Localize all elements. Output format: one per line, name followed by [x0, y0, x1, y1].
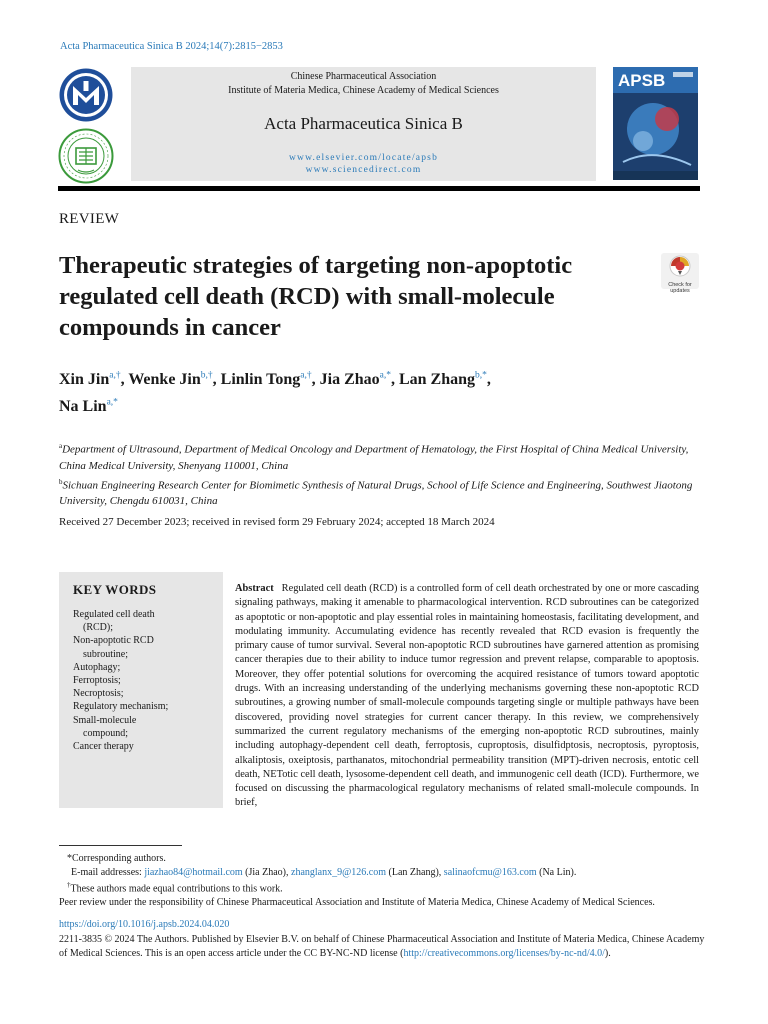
author-separator: ,: [390, 371, 399, 389]
check-label-line1: Check for: [668, 282, 692, 288]
article-footer: [59, 918, 709, 962]
keywords-heading: KEY WORDS: [73, 582, 157, 597]
author-name: Jia Zhao: [319, 371, 380, 389]
keyword: Ferroptosis;: [73, 675, 121, 687]
author-name: Na Lin: [59, 397, 107, 415]
keyword: Regulated cell death: [73, 609, 155, 620]
keyword: Cancer therapy: [73, 741, 134, 753]
abstract: [235, 582, 699, 811]
author-list: [59, 365, 619, 418]
doi-link[interactable]: https://doi.org/10.1016/j.apsb.2024.04.020: [59, 919, 230, 930]
equal-contribution-text: These authors made equal contributions to this work.: [70, 883, 283, 895]
license-statement: [59, 933, 709, 962]
keyword: compound;: [83, 727, 128, 739]
affiliation-b: [59, 474, 709, 510]
footnotes: [59, 852, 709, 910]
keyword: Regulatory mechanism;: [73, 701, 169, 713]
elsevier-url[interactable]: www.elsevier.com/locate/apsb: [288, 153, 439, 163]
author-name: Xin Jin: [59, 371, 110, 389]
institute-seal-logo: [58, 128, 114, 184]
journal-citation[interactable]: Acta Pharmaceutica Sinica B 2024;14(7):2815−2853: [60, 41, 283, 52]
masthead: [58, 66, 700, 182]
keyword: Small-molecule: [73, 714, 137, 726]
author-affiliation-mark[interactable]: a,*: [379, 371, 391, 381]
author-name: Linlin Tong: [220, 371, 301, 389]
author-affiliation-mark[interactable]: a,†: [300, 371, 312, 381]
check-for-updates-button[interactable]: [661, 253, 699, 294]
email-owner: (Jia Zhao),: [245, 866, 289, 878]
journal-name: Acta Pharmaceutica Sinica B: [264, 114, 463, 133]
author-affiliation-mark[interactable]: a,*: [106, 397, 118, 408]
affiliation-a: [59, 438, 709, 474]
affiliation-mark: b: [59, 477, 63, 486]
institute-name: Institute of Materia Medica, Chinese Academy of Medical Sciences: [228, 85, 499, 96]
keywords-list: [73, 608, 223, 753]
association-name: Chinese Pharmaceutical Association: [290, 71, 437, 82]
author-separator: ,: [486, 371, 491, 389]
article-type: REVIEW: [59, 211, 120, 227]
abstract-label: Abstract: [235, 583, 274, 594]
cover-title: APSB: [618, 71, 666, 90]
keyword: Autophagy;: [73, 661, 121, 673]
corresponding-note: *Corresponding authors.: [67, 853, 166, 864]
license-text: 2211-3835 © 2024 The Authors. Published by Elsevier B.V. on behalf of Chinese Pharmaceutical Association and Institute of Materia Medica, Chinese Academy of Medical Sciences. This is an open access article under the CC BY-NC-ND license (: [59, 933, 705, 959]
author-affiliation-mark[interactable]: b,†: [200, 371, 213, 381]
footnote-divider: [59, 845, 182, 846]
check-label-line2: updates: [670, 288, 690, 294]
check-for-updates-label: [661, 282, 699, 294]
article-history: Received 27 December 2023; received in revised form 29 February 2024; accepted 18 March 2024: [59, 516, 495, 528]
email-owner: (Lan Zhang),: [388, 866, 442, 878]
article-title: Therapeutic strategies of targeting non-apoptotic regulated cell death (RCD) with small-molecule compounds in cancer: [59, 252, 573, 341]
author-separator: ,: [311, 371, 320, 389]
affiliation-mark: a: [59, 442, 63, 450]
masthead-banner: [131, 67, 596, 181]
peer-review-note: Peer review under the responsibility of Chinese Pharmaceutical Association and Institute of Materia Medica, Chinese Academy of Medical Sciences.: [59, 897, 655, 909]
masthead-rule: [58, 186, 700, 191]
keyword: (RCD);: [83, 622, 113, 634]
author-affiliation-mark[interactable]: b,*: [475, 371, 487, 381]
email-owner: (Na Lin).: [539, 866, 577, 878]
author-name: Lan Zhang: [398, 371, 476, 389]
author: [221, 371, 320, 388]
license-link[interactable]: http://creativecommons.org/licenses/by-nc-nd/4.0/: [403, 948, 605, 959]
keywords-box: [59, 572, 223, 808]
association-logo: [58, 67, 114, 123]
author: [399, 371, 491, 388]
affiliation-text: Department of Ultrasound, Department of Medical Oncology and Department of Hematology, the First Hospital of China Medical University, China Medical University, Shenyang 110001, China: [59, 443, 689, 472]
email-link[interactable]: salinaofcmu@163.com: [443, 866, 537, 878]
publisher-names: [131, 70, 596, 98]
keyword: Necroptosis;: [73, 688, 124, 700]
keyword: subroutine;: [83, 648, 128, 660]
author: [59, 398, 118, 415]
abstract-text: Regulated cell death (RCD) is a controlled form of cell death orchestrated by one or more cascading signaling pathways, making it amenable to pharmacological intervention. RCD subroutines can be categorized as apoptotic or non-apoptotic and play essential roles in maintaining homeostasis, facilitating development, and modulating immunity. Accumulating evidence has recently revealed that RCD evasion is frequently the primary cause of tumor survival. Several non-apoptotic RCD subroutines have garnered attention as promising cancer therapies due to their ability to induce tumor regression and prevent relapse, comparable to apoptosis. Moreover, they offer potential solutions for overcoming the acquired resistance of tumors toward apoptotic drugs. With an increasing understanding of the underlying mechanisms governing these non-apoptotic RCD subroutines, a growing number of small-molecule compounds targeting single or multiple pathways have been discovered, providing novel strategies for current cancer therapy. In this review, we comprehensively summarized the current regulatory mechanisms of the emerging non-apoptotic RCD subroutines, mainly including autophagy-dependent cell death, ferroptosis, cuproptosis, disulfidptosis, necroptosis, pyroptosis, alkaliptosis, oxeiptosis, parthanatos, mitochondrial permeability transition (MPT)-driven necrosis, entotic cell death, NETotic cell death, lysosome-dependent cell death, and immunogenic cell death (ICD). Furthermore, we focused on discussing the pharmacological regulatory mechanisms of related small-molecule compounds. In brief,: [235, 583, 699, 809]
email-link[interactable]: jiazhao84@hotmail.com: [144, 866, 243, 878]
email-addresses: [59, 866, 709, 880]
equal-contribution-mark: †: [67, 881, 71, 890]
sciencedirect-url[interactable]: www.sciencedirect.com: [305, 165, 422, 175]
email-link[interactable]: zhanglanx_9@126.com: [291, 866, 387, 878]
author-separator: ,: [120, 371, 129, 389]
equal-contribution-note: [59, 879, 709, 896]
author: [320, 371, 399, 388]
author-name: Wenke Jin: [128, 371, 201, 389]
license-suffix: ).: [604, 948, 611, 959]
author-affiliation-mark[interactable]: a,†: [109, 371, 121, 381]
check-for-updates-icon: [669, 255, 691, 277]
email-label: E-mail addresses:: [71, 866, 142, 878]
author-separator: ,: [212, 371, 221, 389]
keyword: Non-apoptotic RCD: [73, 635, 154, 647]
journal-cover-thumbnail: [613, 67, 698, 180]
author: [128, 371, 220, 388]
author: [59, 371, 128, 388]
affiliations: [59, 438, 709, 509]
affiliation-text: Sichuan Engineering Research Center for Biomimetic Synthesis of Natural Drugs, School of Life Science and Engineering, Southwest Jiaotong University, Chengdu 610031, China: [59, 479, 693, 508]
journal-urls: [131, 152, 596, 176]
